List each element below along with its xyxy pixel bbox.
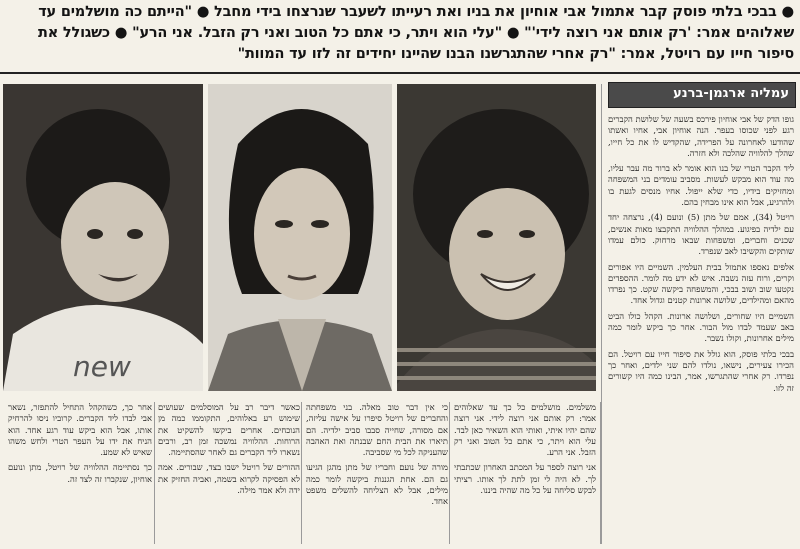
paragraph: בבכי בלתי פוסק, הוא גולל את סיפור חייו עם רויטל. הם הכירו צעירים, נישאו, נולדו להם שני ילדים, ואחר כך נפרדו. רק אחרי שהתגרשו, אמר, הבינו כמה היו קשורים זה לזו. (608, 348, 794, 393)
headline-line-2: "הייתם כה מושלמים עד שאלוהים אמר: 'רק אותם אני רוצה לידי'" (38, 4, 794, 41)
headline-bullet: ● (502, 25, 525, 41)
paragraph: כי אין דבר טוב מאלה. בני משפחתה והחברים של רויטל סיפרו על אישה עליזה, אם מסורה, שחייה סבבו סביב ילדיה. הם תיארו את הבית החם שבנתה ואת האהבה שהעניקה לכל מי שסביבה. (306, 402, 448, 458)
paragraph: משלמים. מושלמים כל כך עד שאלוהים אמר: רק אותם אני רוצה לידי. אני רוצה שהם יהיו איתי, ואותי הוא השאיר כאן לבד. עלי הוא ויתר, כי אתם כל הטוב ואני רק הזבל. אני הרע. (454, 402, 596, 458)
column-divider (601, 84, 602, 544)
headline (6, 2, 794, 66)
photo-middle-woman (208, 84, 392, 391)
column-divider (600, 402, 601, 544)
headline-rule (0, 72, 800, 74)
column-divider (154, 402, 155, 544)
headline-line-4: כשגולל את סיפור חייו עם רויטל, אמר: "רק אחרי שהתגרשנו הבנו שהיינו יחידים זה לזו עד המוות" (38, 25, 794, 62)
article-right-column (608, 114, 794, 546)
svg-text:new: new (73, 350, 131, 383)
photo-left-toddler (3, 84, 203, 391)
paragraph: רויטל (34), אמם של מתן (5) ונועם (4), נרצחה יחד עם ילדיה בפיגוע. במהלך ההלוויה התקבצו מאות אנשים, שכנים וחברים, ומשפחות שבאו מרחוק. כולם עמדו שותקים והקשיבו לאב שנפרד. (608, 212, 794, 257)
paragraph: ההורים של רויטל ישבו בצד, שבורים. אמה לא הפסיקה לקרוא בשמה, ואביה החזיק את ידה ולא אמר מילה. (158, 462, 300, 496)
paragraph: כך נסתיימה ההלוויה של רויטל, מתן ונועם אוחיון, שנקברו זה לצד זה. (8, 462, 152, 484)
column-divider (449, 402, 450, 544)
photo-right-child (397, 84, 596, 391)
paragraph: גופו הדק של אבי אוחיון פירכס בשעה של שלושת הקברים רגע לפני שכוסו בעפר. הנה אוחיון אבי, אחיו ואשתו שהודעו לאחרונה על הפרידה, שהקדיש לו את כל חייו, שהלך להלוויה שהלכה ולא חזרה. (608, 114, 794, 158)
byline-box (608, 82, 796, 108)
headline-bullet: ● (191, 4, 215, 20)
byline: עמליה ארגמן-ברנע (673, 86, 789, 101)
article-column-3 (158, 402, 300, 544)
photo-strip (3, 84, 596, 391)
paragraph: השמיים היו שחורים, ושלושה ארונות. הקהל כולו הביט באב שעמד לבדו מול הבור. אחר כך ביקש לומר כמה מילים אחרונות, וקולו נשבר. (608, 310, 794, 344)
article-column-4 (8, 402, 152, 544)
paragraph: אני רוצה לספר על המכתב האחרון שכתבתי לך. לא היה לי זמן לתת לך אותו. רציתי לבקש סליחה על כל מה שהיה ביננו. (454, 462, 596, 496)
headline-line-3: "עלי הוא ויתר, כי אתם כל הטוב ואני רק הזבל. אני הרע" (132, 25, 502, 41)
paragraph: כאשר דיבר רב על המוסלמים שעושים שימוש רע באלוהים, התקוממו כמה מן הנוכחים. אחרים ביקשו להשקיט את הרוחות. ההלוויה נמשכה זמן רב, ורבים נשארו ליד הקברים גם לאחר שהסתיימה. (158, 402, 300, 458)
headline-bullet: ● (776, 4, 794, 20)
paragraph: ליד הקבר הטרי של בנו הוא אומר לא ברור מה עבר עליו, מה עוד הוא מבקש לעשות. מסביב עומדים בני המשפחה ומחזיקים בידיו, כדי שלא ייפול. אחיו מנסים לגעת בו ולהרגיע, אבל הוא אינו מבחין בהם. (608, 163, 794, 208)
headline-line-1: בבכי בלתי פוסק קבר אתמול אבי אוחיון את בניו ואת רעייתו לשעבר שנרצחו בידי מחבל (214, 4, 777, 20)
headline-bullet: ● (109, 25, 133, 41)
article-column-1 (454, 402, 596, 544)
paragraph: אלפים נאספו אתמול בבית העלמין. השמיים היו אפורים וקרים, ורוח עזה נשבה. איש לא ידע מה לומר. ההספדים נקטעו שוב ושוב בבכי, והמשפחה ביקשה שקט. כך נפרדו מהאם ומהילדים, שלושה ארונות קטנים וגדול אחד. (608, 261, 794, 306)
paragraph: אחר כך, כשהקהל התחיל להתפזר, נשאר אבי לבדו ליד הקברים. קרוביו ניסו להרחיק אותו, אבל הוא ביקש עוד רגע אחד. הוא הניח את ידו על העפר הטרי ולחש משהו שאיש לא שמע. (8, 402, 152, 458)
paragraph: מורה של נועם וחבריו של מתן מהגן הגיעו גם הם. אחת הגננות ביקשה לומר כמה מילים, אבל לא הצליחה להשלים משפט אחד. (306, 462, 448, 507)
article-column-2 (306, 402, 448, 544)
column-divider (301, 402, 302, 544)
